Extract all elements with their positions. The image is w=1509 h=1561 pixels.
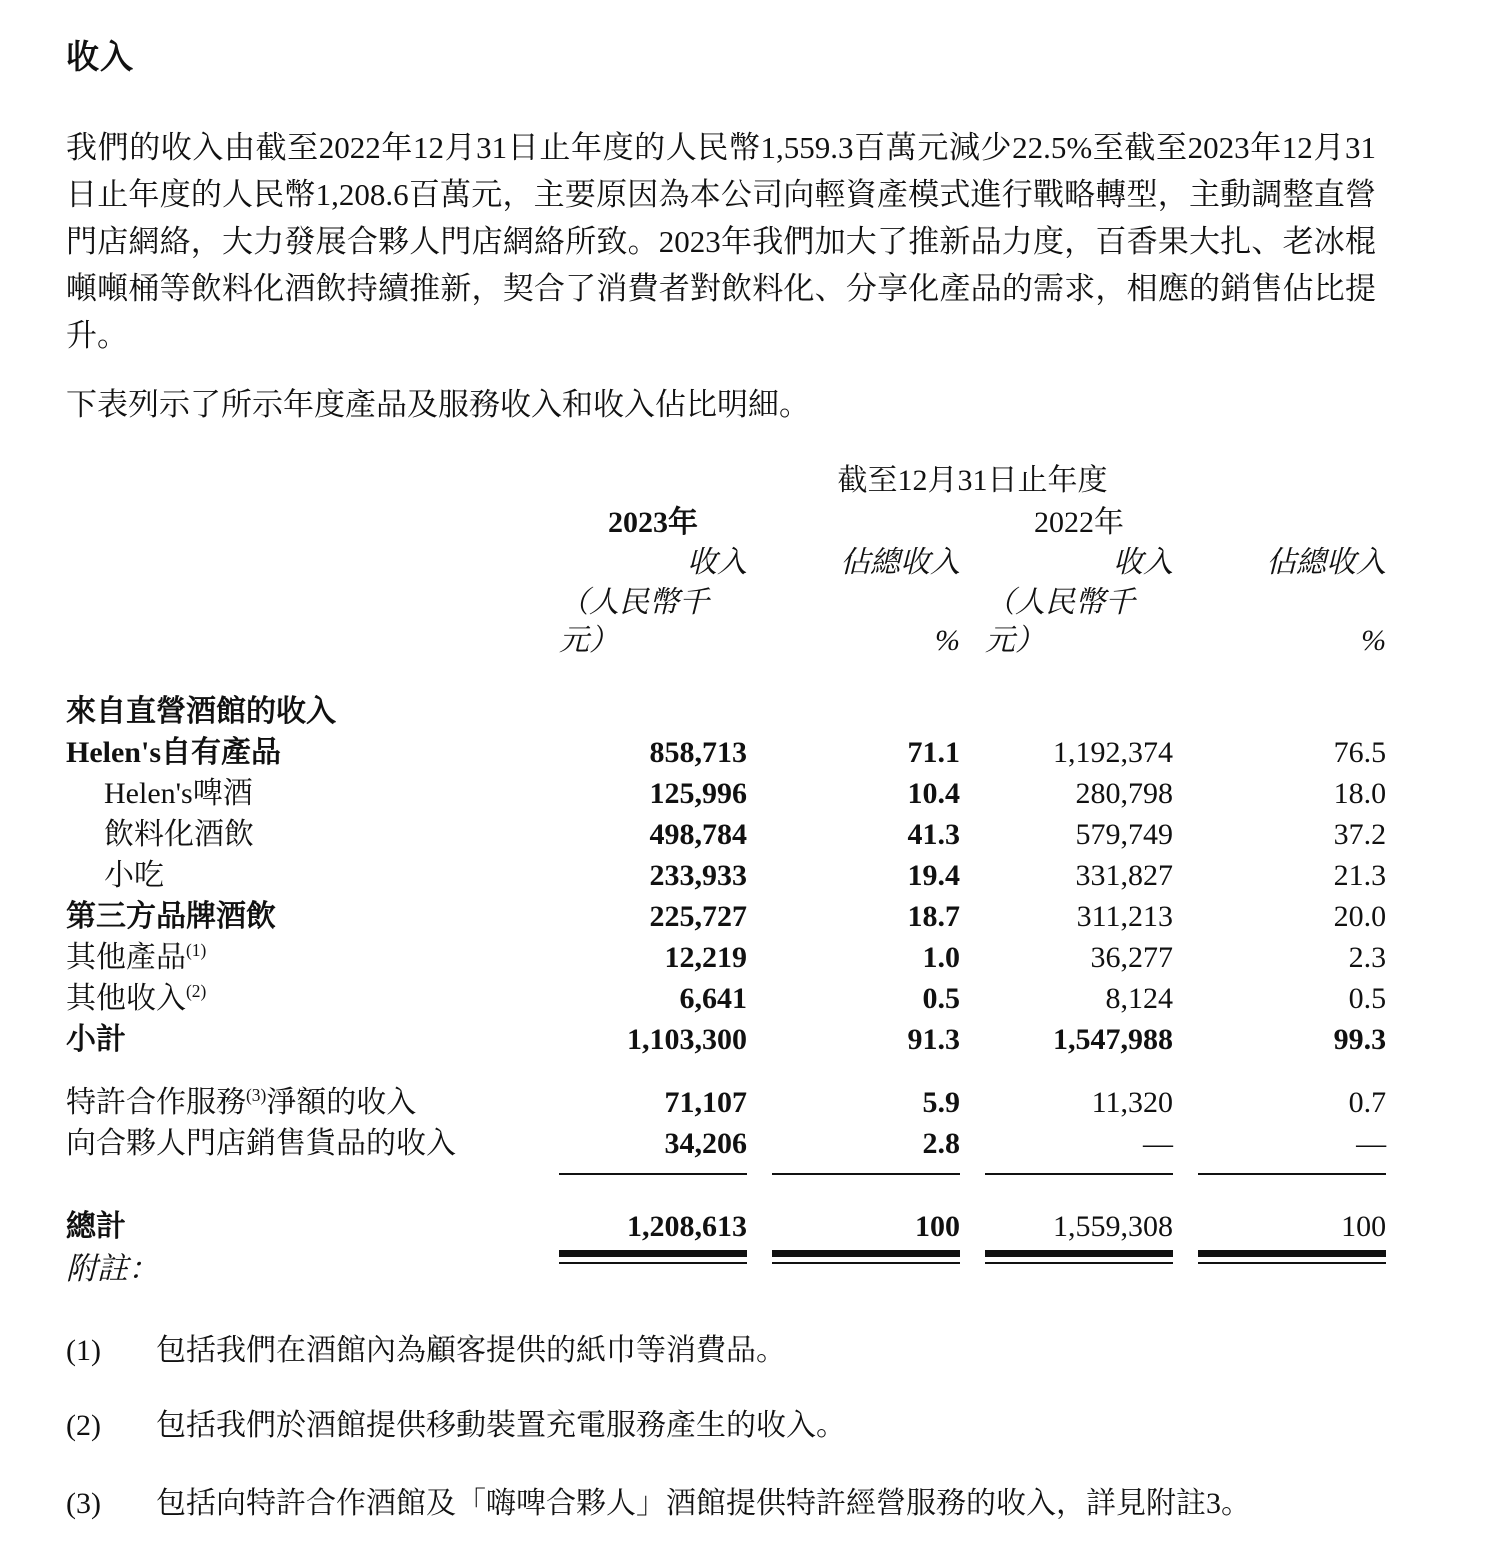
- spacer-cell: [1173, 936, 1198, 977]
- spacer-cell: [747, 1246, 772, 1262]
- revenue-breakdown-table: [66, 462, 1387, 1262]
- table-row: [66, 977, 1386, 1018]
- row-label: Helen's自有產品: [66, 736, 281, 769]
- cell-pct-2023: 41.3: [907, 818, 960, 851]
- table-row: [66, 1122, 1386, 1163]
- table-subtotal-row: [66, 1018, 1386, 1059]
- cell-revenue-2023: 71,107: [664, 1086, 747, 1119]
- double-rule-revenue-2023: [559, 1246, 747, 1262]
- table-row: [66, 854, 1386, 895]
- spacer-cell: [534, 977, 559, 1018]
- row-label: 第三方品牌酒飲: [66, 900, 276, 933]
- table-row: [66, 772, 1386, 813]
- unit-pct-2022: %: [1361, 624, 1387, 657]
- cell-revenue-2023: 858,713: [649, 736, 747, 769]
- spacer-cell: [747, 895, 772, 936]
- spacer-row: [66, 1059, 1386, 1081]
- footnote-marker: (2): [66, 1409, 101, 1442]
- footnote-item: [66, 1483, 1396, 1525]
- table-row: [66, 936, 1386, 977]
- total-revenue-2022: 1,559,308: [1053, 1210, 1173, 1243]
- cell-revenue-2022: 1,547,988: [1053, 1023, 1173, 1056]
- spacer-cell: [747, 936, 772, 977]
- spacer-cell: [534, 690, 1386, 731]
- cell-revenue-2022: 579,749: [1075, 818, 1173, 851]
- cell-pct-2023: 5.9: [922, 1086, 960, 1119]
- row-label: [66, 977, 534, 1018]
- row-label-text-post: 淨額的收入: [266, 1086, 417, 1119]
- cell-revenue-2022: 331,827: [1075, 859, 1173, 892]
- table-group-title-row: [66, 690, 1386, 731]
- spacer-cell: [960, 854, 985, 895]
- spacer-cell: [960, 544, 985, 584]
- revenue-paragraph: 我們的收入由截至2022年12月31日止年度的人民幣1,559.3百萬元減少22.5%至截至2023年12月31日止年度的人民幣1,208.6百萬元，主要原因為本公司向輕資產模式進行戰略轉型，主動調整直營門店網絡，大力發展合夥人門店網絡所致。2023年我們加大了推新品力度，百香果大扎、老冰棍噸噸桶等飲料化酒飲持續推新，契合了消費者對飲料化、分享化產品的需求，相應的銷售佔比提升。: [66, 130, 1376, 353]
- cell-revenue-2022: 11,320: [1091, 1086, 1173, 1119]
- spacer-cell: [534, 1018, 559, 1059]
- row-label: [66, 1081, 534, 1122]
- spacer-cell: [534, 936, 559, 977]
- table-total-row: [66, 1205, 1386, 1246]
- table-subtotal-rule-row: [66, 1163, 1386, 1174]
- spacer-cell: [747, 1018, 772, 1059]
- spacer-cell: [960, 1163, 985, 1174]
- footnote-item: [66, 1330, 1396, 1372]
- spacer-cell: [534, 854, 559, 895]
- row-label-text: 其他產品: [66, 941, 186, 974]
- rule-revenue-2023: [559, 1163, 747, 1174]
- spacer-cell: [534, 504, 559, 544]
- cell-pct-2023: 19.4: [907, 859, 960, 892]
- cell-revenue-2023: 225,727: [649, 900, 747, 933]
- spacer-cell: [747, 1081, 772, 1122]
- table-span-header-row: [66, 462, 1386, 504]
- row-label: 小計: [66, 1023, 126, 1056]
- table-year-header-row: [66, 504, 1386, 544]
- year-header-2022: 2022年: [1034, 506, 1124, 539]
- spacer-cell: [534, 462, 559, 504]
- row-label: 飲料化酒飲: [104, 818, 254, 851]
- spacer-cell: [747, 854, 772, 895]
- spacer-cell: [747, 584, 772, 668]
- spacer-cell: [960, 977, 985, 1018]
- spacer-cell: [534, 1122, 559, 1163]
- cell-revenue-2022: 1,192,374: [1053, 736, 1173, 769]
- col-header-pct-2022: 佔總收入: [1266, 546, 1387, 579]
- cell-pct-2022: 0.7: [1348, 1086, 1387, 1119]
- cell-pct-2023: 10.4: [907, 777, 960, 810]
- footnote-marker: (3): [66, 1487, 101, 1520]
- total-revenue-2023: 1,208,613: [627, 1210, 747, 1243]
- spacer-cell: [960, 1246, 985, 1262]
- spacer-cell: [1173, 854, 1198, 895]
- spacer-cell: [66, 544, 534, 584]
- double-rule-pct-2022: [1198, 1246, 1386, 1262]
- spacer-cell: [534, 1163, 559, 1174]
- cell-pct-2022: 2.3: [1348, 941, 1387, 974]
- cell-pct-2023: 18.7: [907, 900, 960, 933]
- spacer-cell: [1173, 544, 1198, 584]
- spacer-cell: [66, 462, 534, 504]
- cell-pct-2023: 0.5: [922, 982, 960, 1015]
- table-row: [66, 813, 1386, 854]
- footnote-text: 包括我們於酒館提供移動裝置充電服務產生的收入。: [156, 1409, 846, 1442]
- spacer-cell: [960, 731, 985, 772]
- spacer-cell: [534, 584, 559, 668]
- cell-revenue-2022: 36,277: [1090, 941, 1173, 974]
- spacer-cell: [960, 1081, 985, 1122]
- spacer-cell: [534, 1246, 559, 1262]
- footnote-marker: (1): [66, 1334, 101, 1367]
- footnote-text: 包括向特許合作酒館及「嗨啤合夥人」酒館提供特許經營服務的收入，詳見附註3。: [156, 1487, 1251, 1520]
- spacer-cell: [960, 1122, 985, 1163]
- period-span-header: 截至12月31日止年度: [837, 464, 1108, 497]
- row-label-text-pre: 特許合作服務: [66, 1086, 246, 1119]
- cell-pct-2022: 37.2: [1333, 818, 1387, 851]
- footnote-marker: (3): [246, 1085, 267, 1105]
- spacer-cell: [1173, 584, 1198, 668]
- total-label: 總計: [66, 1210, 126, 1243]
- col-header-revenue-2023: 收入: [687, 546, 747, 579]
- cell-pct-2023: 2.8: [922, 1127, 960, 1160]
- group-title-direct-operated: 來自直營酒館的收入: [66, 695, 336, 728]
- cell-pct-2022: 20.0: [1333, 900, 1387, 933]
- spacer-cell: [1173, 977, 1198, 1018]
- spacer-cell: [1173, 1122, 1198, 1163]
- footnote-text: 包括我們在酒館內為顧客提供的紙巾等消費品。: [156, 1334, 786, 1367]
- unit-pct-2023: %: [935, 624, 960, 657]
- spacer-cell: [534, 731, 559, 772]
- cell-revenue-2023: 6,641: [679, 982, 747, 1015]
- cell-revenue-2022: 280,798: [1075, 777, 1173, 810]
- rule-pct-2022: [1198, 1163, 1386, 1174]
- rule-pct-2023: [772, 1163, 960, 1174]
- spacer-cell: [66, 504, 534, 544]
- spacer-cell: [747, 544, 772, 584]
- footnote-marker: (1): [186, 940, 207, 960]
- cell-revenue-2023: 233,933: [649, 859, 747, 892]
- cell-revenue-2023: 125,996: [649, 777, 747, 810]
- table-unit-header-row: [66, 584, 1386, 668]
- total-pct-2023: 100: [915, 1210, 960, 1243]
- spacer-cell: [534, 895, 559, 936]
- table-total-rule-row: [66, 1246, 1386, 1262]
- row-label: 小吃: [104, 859, 164, 892]
- spacer-cell: [772, 504, 960, 544]
- row-label: Helen's啤酒: [104, 777, 253, 810]
- spacer-cell: [1173, 731, 1198, 772]
- spacer-cell: [960, 584, 985, 668]
- row-label-text: 其他收入: [66, 982, 186, 1015]
- unit-rmb-2023: （人民幣千元）: [559, 586, 709, 657]
- spacer-cell: [1173, 1205, 1198, 1246]
- row-label: 向合夥人門店銷售貨品的收入: [66, 1127, 456, 1160]
- cell-revenue-2022: —: [1143, 1127, 1173, 1160]
- cell-pct-2022: —: [1356, 1127, 1387, 1160]
- spacer-cell: [747, 1205, 772, 1246]
- spacer-cell: [960, 772, 985, 813]
- spacer-cell: [960, 936, 985, 977]
- cell-pct-2022: 0.5: [1348, 982, 1387, 1015]
- spacer-cell: [66, 1174, 1386, 1205]
- table-row: [66, 895, 1386, 936]
- spacer-cell: [1173, 813, 1198, 854]
- spacer-cell: [1173, 1081, 1198, 1122]
- total-pct-2022: 100: [1341, 1210, 1387, 1243]
- cell-revenue-2023: 12,219: [664, 941, 747, 974]
- cell-revenue-2023: 34,206: [664, 1127, 747, 1160]
- spacer-cell: [960, 813, 985, 854]
- spacer-cell: [66, 1163, 534, 1174]
- footnote-item: [66, 1405, 1396, 1447]
- cell-revenue-2022: 311,213: [1076, 900, 1173, 933]
- spacer-cell: [747, 731, 772, 772]
- spacer-cell: [534, 813, 559, 854]
- cell-pct-2023: 71.1: [907, 736, 960, 769]
- page-title: 收入: [66, 40, 134, 76]
- cell-pct-2022: 18.0: [1333, 777, 1387, 810]
- table-intro-paragraph: 下表列示了所示年度產品及服務收入和收入佔比明細。: [66, 387, 810, 422]
- spacer-cell: [960, 504, 985, 544]
- spacer-cell: [66, 1059, 1386, 1081]
- col-header-pct-2023: 佔總收入: [840, 546, 960, 579]
- spacer-cell: [1173, 1163, 1198, 1174]
- year-header-2023: 2023年: [608, 506, 698, 539]
- unit-rmb-2022: （人民幣千元）: [985, 586, 1135, 657]
- footnote-marker: (2): [186, 981, 207, 1001]
- spacer-cell: [1173, 504, 1198, 544]
- cell-revenue-2023: 498,784: [649, 818, 747, 851]
- spacer-cell: [534, 544, 559, 584]
- spacer-row: [66, 1174, 1386, 1205]
- spacer-cell: [960, 1018, 985, 1059]
- spacer-cell: [747, 1122, 772, 1163]
- spacer-cell: [747, 813, 772, 854]
- col-header-revenue-2022: 收入: [1113, 546, 1173, 579]
- spacer-cell: [1173, 1246, 1198, 1262]
- table-column-header-row: [66, 544, 1386, 584]
- row-label: [66, 936, 534, 977]
- table-row: [66, 731, 1386, 772]
- spacer-cell: [747, 504, 772, 544]
- spacer-cell: [1173, 1018, 1198, 1059]
- spacer-cell: [747, 977, 772, 1018]
- spacer-cell: [747, 1163, 772, 1174]
- cell-revenue-2023: 1,103,300: [627, 1023, 747, 1056]
- double-rule-pct-2023: [772, 1246, 960, 1262]
- cell-pct-2022: 99.3: [1333, 1023, 1387, 1056]
- notes-label: 附註：: [66, 1251, 159, 1286]
- cell-pct-2022: 76.5: [1333, 736, 1387, 769]
- spacer-cell: [66, 668, 1386, 690]
- spacer-cell: [1173, 895, 1198, 936]
- rule-revenue-2022: [985, 1163, 1173, 1174]
- spacer-row: [66, 668, 1386, 690]
- spacer-cell: [534, 772, 559, 813]
- spacer-cell: [747, 772, 772, 813]
- table-row: [66, 1081, 1386, 1122]
- spacer-cell: [66, 584, 534, 668]
- cell-pct-2022: 21.3: [1333, 859, 1387, 892]
- spacer-cell: [960, 1205, 985, 1246]
- spacer-cell: [960, 895, 985, 936]
- spacer-cell: [534, 1081, 559, 1122]
- cell-revenue-2022: 8,124: [1105, 982, 1173, 1015]
- spacer-cell: [1173, 772, 1198, 813]
- cell-pct-2023: 91.3: [907, 1023, 960, 1056]
- cell-pct-2023: 1.0: [922, 941, 960, 974]
- double-rule-revenue-2022: [985, 1246, 1173, 1262]
- spacer-cell: [534, 1205, 559, 1246]
- spacer-cell: [1198, 504, 1386, 544]
